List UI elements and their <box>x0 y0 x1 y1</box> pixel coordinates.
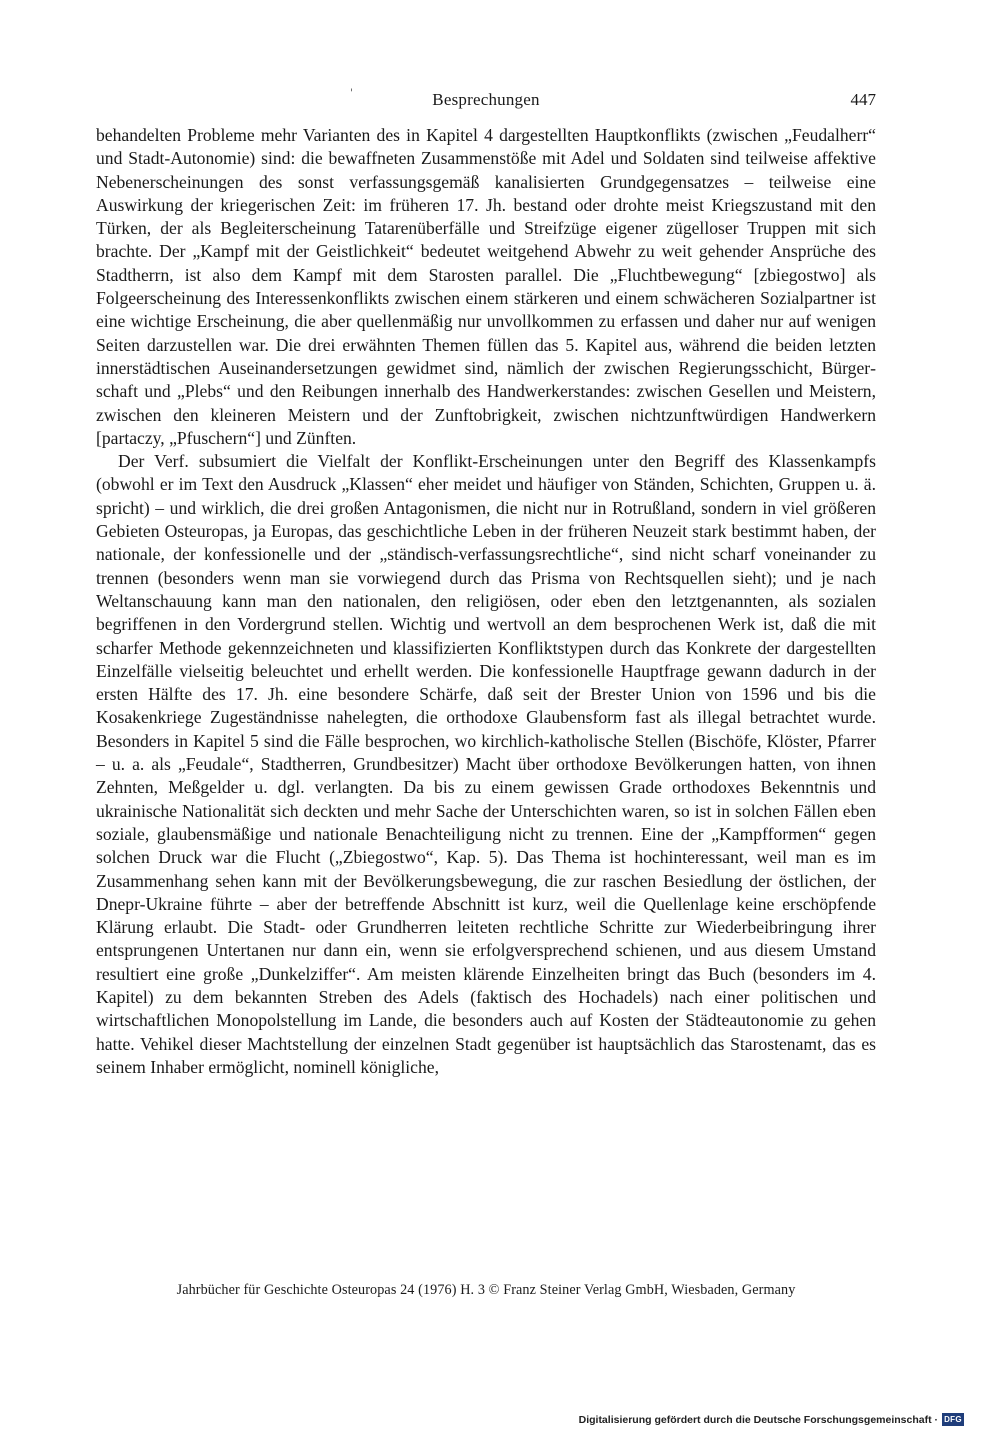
running-header <box>96 90 876 112</box>
funding-text: Digitalisierung gefördert durch die Deutsche Forschungsgemeinschaft · <box>578 1413 938 1426</box>
funding-notice <box>579 1413 964 1426</box>
paragraph: behandelten Probleme mehr Varianten des in Kapitel 4 dargestellten Hauptkonflikts (zwischen „Feudalherr“ und Stadt-Autonomie) sind: die bewaffneten Zusammenstöße mit Adel und Soldaten sind teilweise affektive Nebenerscheinungen des sonst verfassungsgemäß kanalisierten Grundgegensatzes – teilweise eine Auswirkung der kriegerischen Zeit: im früheren 17. Jh. bestand oder drohte meist Kriegszustand mit den Türken, der als Begleiterscheinung Tatarenüberfälle und Streifzüge eigener zügelloser Truppen mit sich brachte. Der „Kampf mit der Geistlichkeit“ bedeutet weitgehend Abwehr zu weit gehender Ansprüche des Stadtherrn, ist also dem Kampf mit dem Starosten parallel. Die „Fluchtbewegung“ [zbiegostwo] als Folgeerscheinung des Interessenkonflikts zwischen einem stärkeren und einem schwächeren Sozialpartner ist eine wichtige Erscheinung, die aber quellenmäßig nur unvollkommen zu erfassen und daher nur auf wenigen Seiten darzustellen war. Die drei erwähnten Themen füllen das 5. Kapitel aus, während die beiden letzten innerstädtischen Auseinandersetzungen gewidmet sind, nämlich der zwischen Regierungsschicht, Bürgerschaft und „Plebs“ und den Reibungen innerhalb des Handwerkerstandes: zwischen Gesellen und Meistern, zwischen den kleineren Meistern und der Zunftobrigkeit, zwischen nichtzunftwürdigen Handwerkern [partaczy, „Pfuschern“] und Zünften. <box>96 125 876 448</box>
dfg-logo-icon: DFG <box>942 1413 964 1426</box>
page-number: 447 <box>850 90 876 109</box>
journal-footer: Jahrbücher für Geschichte Osteuropas 24 (1976) H. 3 © Franz Steiner Verlag GmbH, Wiesbaden, Germany <box>176 1282 796 1298</box>
running-title: Besprechungen <box>432 90 540 109</box>
body-text <box>96 124 876 1079</box>
scan-mark: ' <box>350 88 353 99</box>
paragraph: Der Verf. subsumiert die Vielfalt der Konflikt-Erscheinungen unter den Begriff des Klassenkampfs (obwohl er im Text den Ausdruck „Klassen“ eher meidet und häufiger von Ständen, Schichten, Gruppen u. ä. spricht) – und wirklich, die drei großen Antagonismen, die nicht nur in Rotrußland, sondern in viel größeren Gebieten Osteuropas, ja Europas, das geschichtliche Leben in der früheren Neuzeit stark bestimmt haben, der nationale, der konfessionelle und der „ständisch-verfassungsrechtliche“, sind nicht scharf voneinander zu trennen (besonders wenn man sie vorwiegend durch das Prisma von Rechtsquellen sieht); und je nach Weltanschauung kann man den nationalen, den religiösen, oder eben den letztgenannten, als sozialen begriffenen in den Vordergrund stellen. Wichtig und wertvoll an dem besprochenen Werk ist, daß die mit scharfer Methode gekennzeichneten und klassifizierten Konfliktstypen durch das Konkrete der dargestellten Einzelfälle vielseitig beleuchtet und erhellt werden. Die konfessionelle Hauptfrage gewann dadurch in der ersten Hälfte des 17. Jh. eine besondere Schärfe, daß seit der Brester Union von 1596 und bis die Kosakenkriege Zugeständnisse nahelegten, die orthodoxe Glaubensform fast als illegal betrachtet wurde. Besonders in Kapitel 5 sind die Fälle besprochen, wo kirchlich-katholische Stellen (Bischöfe, Klöster, Pfarrer – u. a. als „Feudale“, Stadtherren, Grundbesitzer) Macht über orthodoxe Bevölkerungen hatten, von ihnen Zehnten, Meßgelder u. dgl. verlangten. Da bis zu einem gewissen Grade orthodoxes Bekenntnis und ukrainische Nationalität sich deckten und mehr Sache der Unterschichten waren, so ist in solchen Fällen eben soziale, glaubensmäßige und nationale Benachteiligung nicht zu trennen. Eine der „Kampfformen“ gegen solchen Druck war die Flucht („Zbiegostwo“, Kap. 5). Das Thema ist hochinteressant, weil man es im Zusammenhang sehen kann mit der Bevölkerungsbewegung, die zur raschen Besiedlung der östlichen, der Dnepr-Ukraine führte – aber der betreffende Abschnitt ist kurz, weil die Quellenlage keine erschöpfende Klärung erlaubt. Die Stadt- oder Grundherren leiteten rechtliche Schritte zur Wiederbeibringung ihrer entsprungenen Untertanen nur dann ein, wenn sie erfolgversprechend schienen, und aus diesem Umstand resultiert eine große „Dunkelziffer“. Am meisten klärende Einzelheiten bringt das Buch (besonders im 4. Kapitel) zu dem bekannten Streben des Adels (faktisch des Hochadels) nach einer politischen und wirtschaftlichen Monopolstellung im Lande, die besonders auch auf Kosten der Städteautonomie zu gehen hatte. Vehikel dieser Machtstellung der einzelnen Stadt gegenüber ist hauptsächlich das Starostenamt, das es seinem Inhaber ermöglicht, nominell königliche, <box>96 451 876 1077</box>
